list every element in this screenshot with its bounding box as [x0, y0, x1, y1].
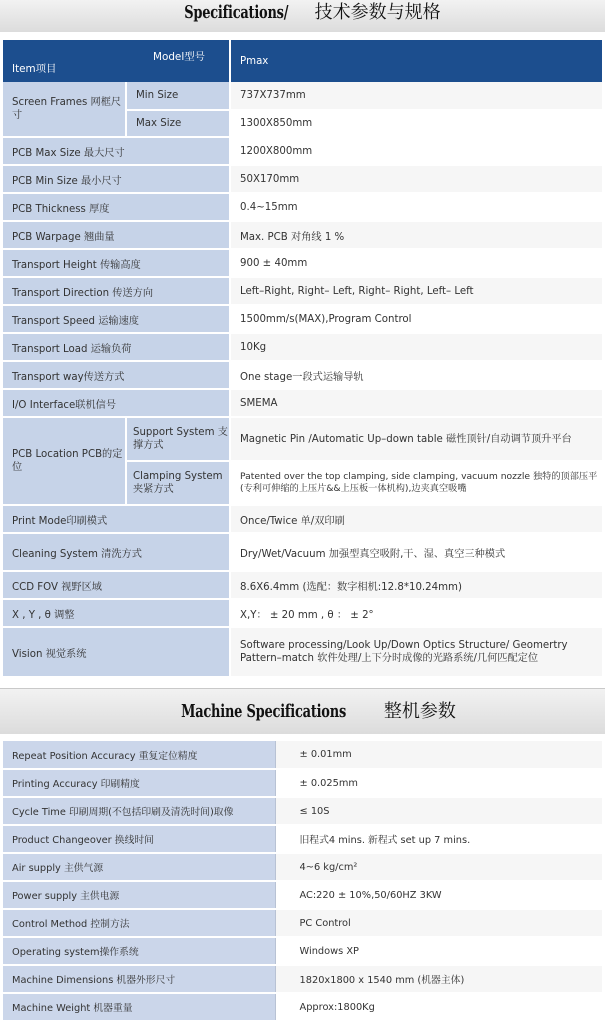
spec-row-label: CCD FOV 视野区域: [3, 571, 230, 599]
spec-title-en: Specifications/: [184, 2, 289, 23]
spec-row-value: 8.6X6.4mm (选配：数字相机:12.8*10.24mm): [230, 571, 602, 599]
spec-row-value: 1500mm/s(MAX),Program Control: [230, 305, 602, 333]
machine-row-value: ± 0.025mm: [275, 769, 602, 797]
spec-row-value: Software processing/Look Up/Down Optics Structure/ Geomertry Pattern–match 软件处理/上下分时成像的光路系统/几何匹配定位: [230, 627, 602, 677]
spec-row-value: SMEMA: [230, 389, 602, 417]
spec-row-label: PCB Thickness 厚度: [3, 193, 230, 221]
machine-row-value: ≤ 10S: [275, 797, 602, 825]
machine-row-label: Operating system操作系统: [3, 937, 275, 965]
header-value: Pmax: [230, 40, 602, 82]
spec-row-value: Once/Twice 单/双印刷: [230, 505, 602, 533]
machine-title-cn: 整机参数: [383, 701, 456, 722]
screen-min-value: 737X737mm: [230, 82, 602, 110]
machine-row-label: Printing Accuracy 印刷精度: [3, 769, 275, 797]
machine-row-label: Power supply 主供电源: [3, 881, 275, 909]
spec-row-label: Transport Direction 传送方向: [3, 277, 230, 305]
machine-row-label: Product Changeover 换线时间: [3, 825, 275, 853]
spec-row-label: Cleaning System 清洗方式: [3, 533, 230, 571]
spec-row-label: PCB Min Size 最小尺寸: [3, 165, 230, 193]
spec-header-row: [3, 40, 602, 82]
screen-max-value: 1300X850mm: [230, 110, 602, 137]
machine-row-value: 旧程式4 mins. 新程式 set up 7 mins.: [275, 825, 602, 853]
spec-row-value: 900 ± 40mm: [230, 249, 602, 277]
support-system-value: Magnetic Pin /Automatic Up–down table 磁性顶针/自动调节顶升平台: [230, 417, 602, 461]
machine-row-value: ± 0.01mm: [275, 741, 602, 769]
header-model: Model型号: [153, 51, 205, 63]
spec-row-value: 0.4~15mm: [230, 193, 602, 221]
machine-row-value: PC Control: [275, 909, 602, 937]
machine-row-value: AC:220 ± 10%,50/60HZ 3KW: [275, 881, 602, 909]
spec-row-label: Transport way传送方式: [3, 361, 230, 389]
spec-section-title: [0, 0, 605, 32]
spec-row-label: X , Y , θ 调整: [3, 599, 230, 627]
spec-row-value: 1200X800mm: [230, 137, 602, 165]
spec-row-label: Transport Height 传输高度: [3, 249, 230, 277]
machine-row-label: Cycle Time 印刷周期(不包括印刷及清洗时间)取像: [3, 797, 275, 825]
machine-table: [3, 741, 602, 1022]
machine-row-label: Control Method 控制方法: [3, 909, 275, 937]
spec-row-label: Transport Speed 运输速度: [3, 305, 230, 333]
spec-row-value: Max. PCB 对角线 1 %: [230, 221, 602, 249]
machine-row-label: Machine Weight 机器重量: [3, 993, 275, 1021]
header-item: Item项目: [12, 63, 57, 75]
machine-row-label: Air supply 主供气源: [3, 853, 275, 881]
spec-table: [3, 40, 602, 678]
spec-title-cn: 技术参数与规格: [314, 2, 441, 23]
machine-section-title: [0, 688, 605, 734]
support-system-label: Support System 支撑方式: [126, 417, 230, 461]
spec-row-value: Left–Right, Right– Left, Right– Right, Left– Left: [230, 277, 602, 305]
machine-row-value: Windows XP: [275, 937, 602, 965]
machine-title-en: Machine Specifications: [181, 701, 347, 722]
spec-row-value: One stage一段式运输导轨: [230, 361, 602, 389]
spec-row-value: 50X170mm: [230, 165, 602, 193]
spec-row-label: I/O Interface联机信号: [3, 389, 230, 417]
spec-row-label: Transport Load 运输负荷: [3, 333, 230, 361]
pcb-location-label: PCB Location PCB的定位: [3, 417, 126, 505]
spec-row-value: 10Kg: [230, 333, 602, 361]
machine-row-label: Machine Dimensions 机器外形尺寸: [3, 965, 275, 993]
machine-row-value: Approx:1800Kg: [275, 993, 602, 1021]
spec-row-label: PCB Max Size 最大尺寸: [3, 137, 230, 165]
spec-row-label: Print Mode印刷模式: [3, 505, 230, 533]
spec-row-value: X,Y： ± 20 mm , θ ： ± 2°: [230, 599, 602, 627]
spec-row-label: PCB Warpage 翘曲量: [3, 221, 230, 249]
screen-frames-label: Screen Frames 网框尺寸: [3, 82, 126, 137]
clamping-system-label: Clamping System 夹紧方式: [126, 461, 230, 505]
screen-min-label: Min Size: [126, 82, 230, 110]
spec-row-label: Vision 视觉系统: [3, 627, 230, 677]
clamping-system-value: Patented over the top clamping, side clamping, vacuum nozzle 独特的顶部压平(专利可伸缩的上压片&&上压板一体机构),边夹真空吸嘴: [230, 461, 602, 505]
machine-row-value: 1820x1800 x 1540 mm (机器主体): [275, 965, 602, 993]
machine-row-label: Repeat Position Accuracy 重复定位精度: [3, 741, 275, 769]
screen-max-label: Max Size: [126, 110, 230, 137]
machine-row-value: 4~6 kg/cm²: [275, 853, 602, 881]
spec-row-value: Dry/Wet/Vacuum 加强型真空吸附,干、湿、真空三种模式: [230, 533, 602, 571]
